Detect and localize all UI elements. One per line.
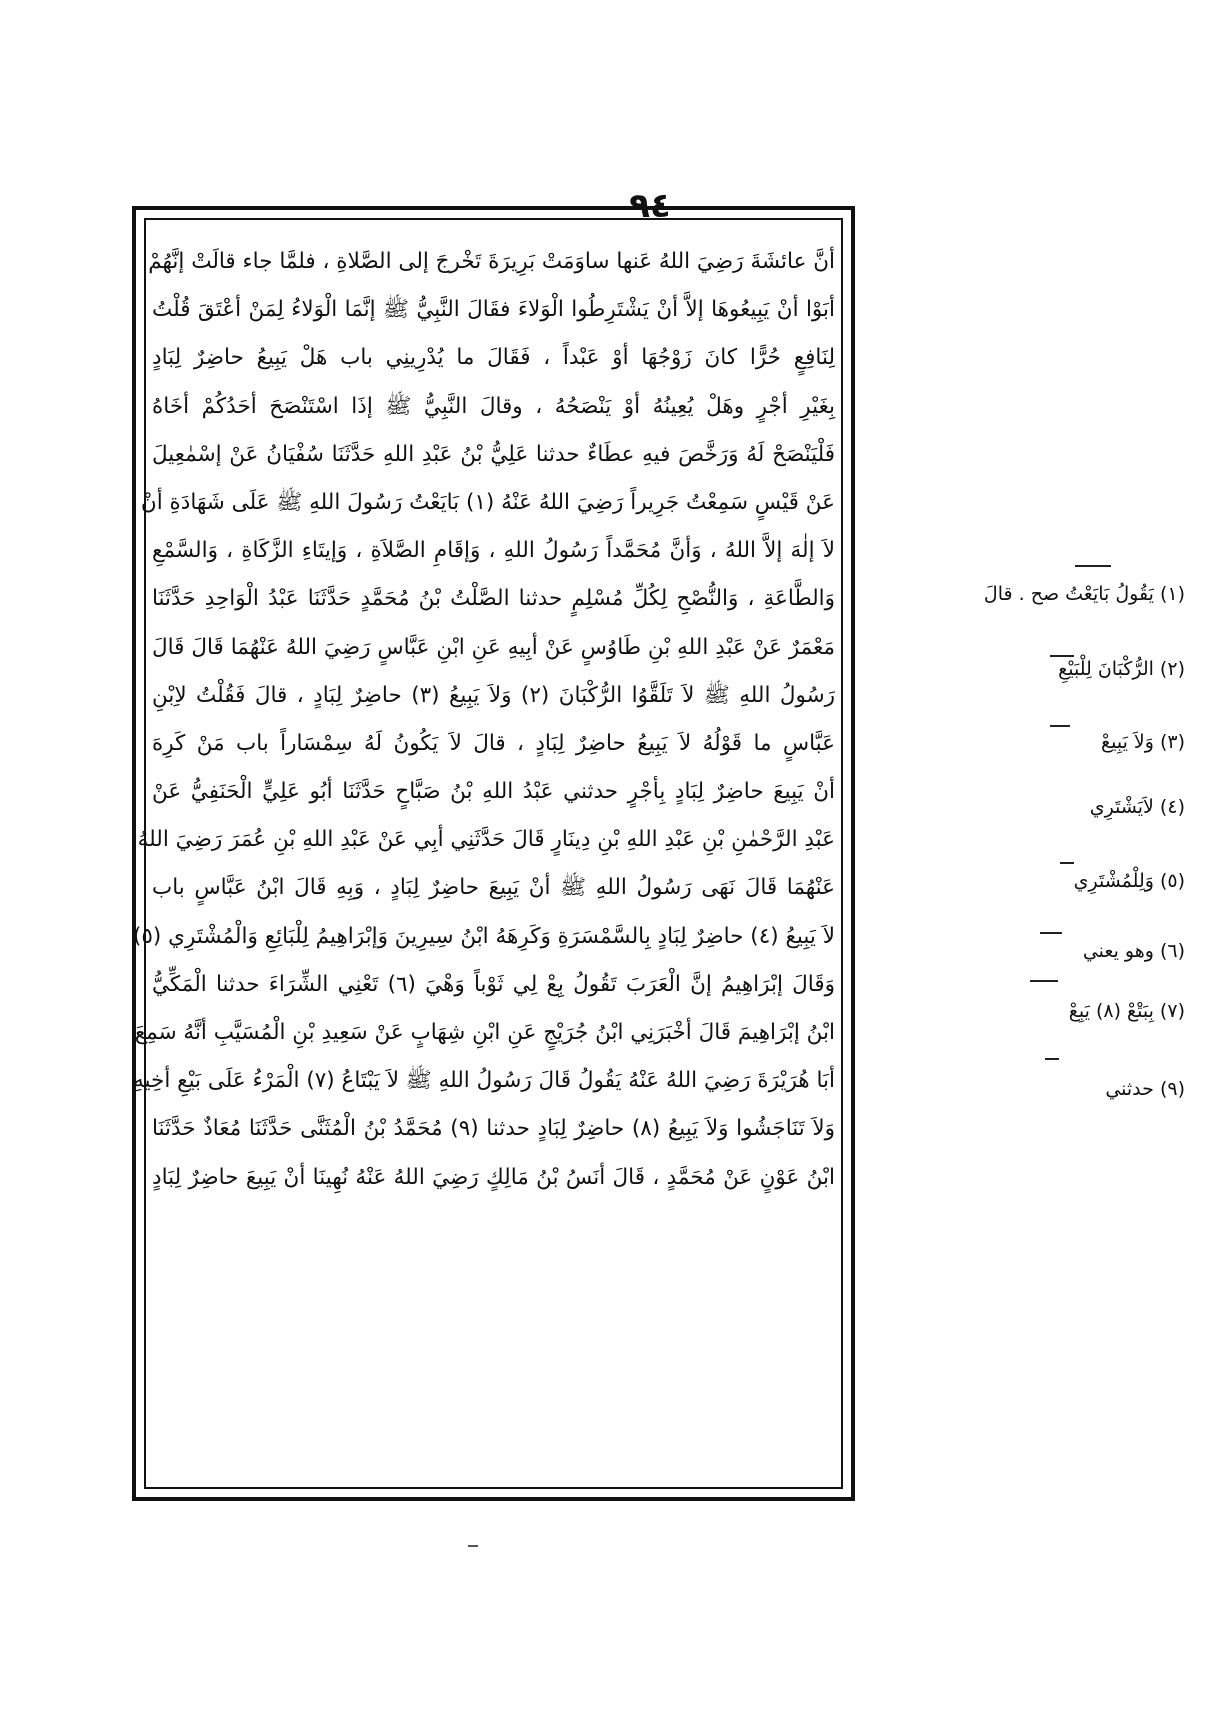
text-line: عَبْدِ الرَّحْمٰنِ بْنِ عَبْدِ اللهِ بْنِ دِينَارٍ قَالَ حَدَّثَنِي أبِي عَنْ عَبْدِ اللهِ بْنِ عُمَرَ رَضِيَ اللهُ	[137, 827, 835, 853]
text-line: بِغَيْرِ أجْرٍ وهَلْ يُعِينُهُ أوْ يَنْصَحُهُ ، وقالَ النَّبِيُّ ﷺ إذَا اسْتَنْصَحَ أحَدُكُمْ أخَاهُ	[152, 393, 835, 419]
text-line: عَبَّاسٍ ما قَوْلُهُ لاَ يَبِيعُ حاضِرٌ لِبَادٍ ، قالَ لاَ يَكُونُ لَهُ سِمْسَاراً باب مَنْ كَرِهَ	[152, 730, 835, 756]
note-overline	[1060, 862, 1074, 864]
page-number: ٩٤	[629, 186, 671, 226]
note-overline	[1050, 655, 1074, 657]
text-line: ابْنُ إبْرَاهِيمَ قَالَ أخْبَرَنِي ابْنُ جُرَيْجٍ عَنِ ابْنِ شِهَابٍ عَنْ سَعِيدِ بْنِ الْمُسَيَّبِ أنَّهُ سَمِعَ	[134, 1020, 835, 1045]
text-line: رَسُولُ اللهِ ﷺ لاَ تَلَقَّوُا الرُّكْبَانَ (٢) وَلاَ يَبِيعُ (٣) حاضِرٌ لِبَادٍ ، قالَ فَقُلْتُ لاِبْنِ	[152, 682, 836, 708]
text-line: وَلاَ تَنَاجَشُوا وَلاَ يَبِيعُ (٨) حاضِرٌ لِبَادٍ حدثنا (٩) مُحَمَّدُ بْنُ الْمُثَنَّى حَدَّثَنَا مُعَاذٌ حَدَّثَنَا	[152, 1116, 835, 1142]
note-overline	[1075, 565, 1111, 567]
note-overline	[1045, 1058, 1059, 1060]
text-line: لاَ إلٰهَ إلاَّ اللهُ ، وَأنَّ مُحَمَّداً رَسُولُ اللهِ ، وَإقَامِ الصَّلاَةِ ، وَإيتَاءِ الزَّكَاةِ ، وَالسَّمْعِ	[152, 538, 835, 564]
margin-note-2: (٢) الرُّكْبَانَ لِلْبَيْعِ	[1058, 658, 1185, 680]
text-line: فَلْيَنْصَحْ لَهُ وَرَخَّصَ فيهِ عطَاءٌ حدثنا عَلِيُّ بْنُ عَبْدِ اللهِ حَدَّثَنَا سُفْيَانُ عَنْ إسْمٰعِيلَ	[152, 441, 835, 467]
text-line: أبَا هُرَيْرَةَ رَضِيَ اللهُ عَنْهُ يَقُولُ قَالَ رَسُولُ اللهِ ﷺ لاَ يَبْتَاعُ (٧) الْمَرْءُ عَلَى بَيْعِ أخِيهِ	[133, 1068, 835, 1094]
margin-note-6: (٦) وهو يعني	[1082, 940, 1185, 962]
text-line: لاَ يَبِيعُ (٤) حاضِرٌ لِبَادٍ بِالسَّمْسَرَةِ وَكَرِهَهُ ابْنُ سِيرِينَ وَإبْرَاهِيمُ لِلْبَائِعِ وَالْمُشْتَرِي (٥)	[132, 923, 835, 949]
margin-note-7: (٧) بِبَتْعْ (٨) يَبِعْ	[1068, 1000, 1185, 1022]
text-line: أبَوْا أنْ يَبِيعُوهَا إلاَّ أنْ يَشْتَرِطُوا الْوَلاءَ فقَالَ النَّبِيُّ ﷺ إنَّمَا الْوَلاءُ لِمَنْ أعْتَقَ قُلْتُ	[152, 297, 835, 323]
text-line: لِنَافِعٍ حُرًّا كانَ زَوْجُهَا أوْ عَبْداً ، فَقَالَ ما يُدْرِينِي باب هَلْ يَبِيعُ حاضِرٌ لِبَادٍ	[152, 345, 835, 371]
margin-note-9: (٩) حدثني	[1105, 1078, 1185, 1100]
margin-note-4: (٤) لاَيَشْتَرِي	[1089, 796, 1185, 818]
margin-note-3: (٣) وَلاَ يَبِيعْ	[1100, 731, 1185, 753]
note-overline	[1050, 725, 1070, 727]
text-line: عَنْ قَيْسٍ سَمِعْتُ جَرِيراً رَضِيَ اللهُ عَنْهُ (١) بَايَعْتُ رَسُولَ اللهِ ﷺ عَلَى شَهَادَةِ أنْ	[140, 489, 835, 515]
main-text	[132, 238, 836, 1202]
text-line: وَقَالَ إبْرَاهِيمُ إنَّ الْعَرَبَ تَقُولُ بِعْ لِي ثَوْباً وَهْيَ (٦) تَعْنِي الشِّرَاءَ حدثنا الْمَكِّيُّ	[152, 971, 836, 997]
text-line: أنَّ عائشَةَ رَضِيَ اللهُ عَنها ساوَمَتْ بَرِيرَةَ تَخْرجَ إلى الصَّلاةِ ، فلمَّا جاء قالَتْ إنَّهُمْ	[148, 249, 835, 274]
text-line: عَنْهُمَا قَالَ نَهَى رَسُولُ اللهِ ﷺ أنْ يَبِيعَ حاضِرٌ لِبَادٍ ، وَبِهِ قَالَ ابْنُ عَبَّاسٍ باب	[152, 875, 835, 901]
margin-note-1: (١) يَقُولُ بَايَعْتُ صح . قالَ	[983, 583, 1185, 605]
text-line: ابْنُ عَوْنٍ عَنْ مُحَمَّدٍ ، قَالَ أنَسُ بْنُ مَالِكٍ رَضِيَ اللهُ عَنْهُ نُهِينَا أنْ يَبِيعَ حاضِرٌ لِبَادٍ	[152, 1164, 835, 1190]
margin-note-5: (٥) وَلِلْمُشْتَرِي	[1073, 870, 1185, 892]
scan-speck	[468, 1545, 478, 1547]
note-overline	[1030, 980, 1058, 982]
text-line: أنْ يَبِيعَ حاضِرٌ لِبَادٍ بِأجْرٍ حدثني عَبْدُ اللهِ بْنُ صَبَّاحٍ حَدَّثَنَا أبُو عَلِيٍّ الْحَنَفِيُّ عَنْ	[152, 779, 835, 805]
note-overline	[1040, 932, 1062, 934]
text-line: وَالطَّاعَةِ ، وَالنُّصْحِ لِكُلِّ مُسْلِمٍ حدثنا الصَّلْتُ بْنُ مُحَمَّدٍ حَدَّثَنَا عَبْدُ الْوَاحِدِ حَدَّثَنَا	[152, 586, 835, 612]
text-line: مَعْمَرٌ عَنْ عَبْدِ اللهِ بْنِ طَاوُسٍ عَنْ أبِيهِ عَنِ ابْنِ عَبَّاسٍ رَضِيَ اللهُ عَنْهُمَا قَالَ قَالَ	[152, 634, 835, 660]
